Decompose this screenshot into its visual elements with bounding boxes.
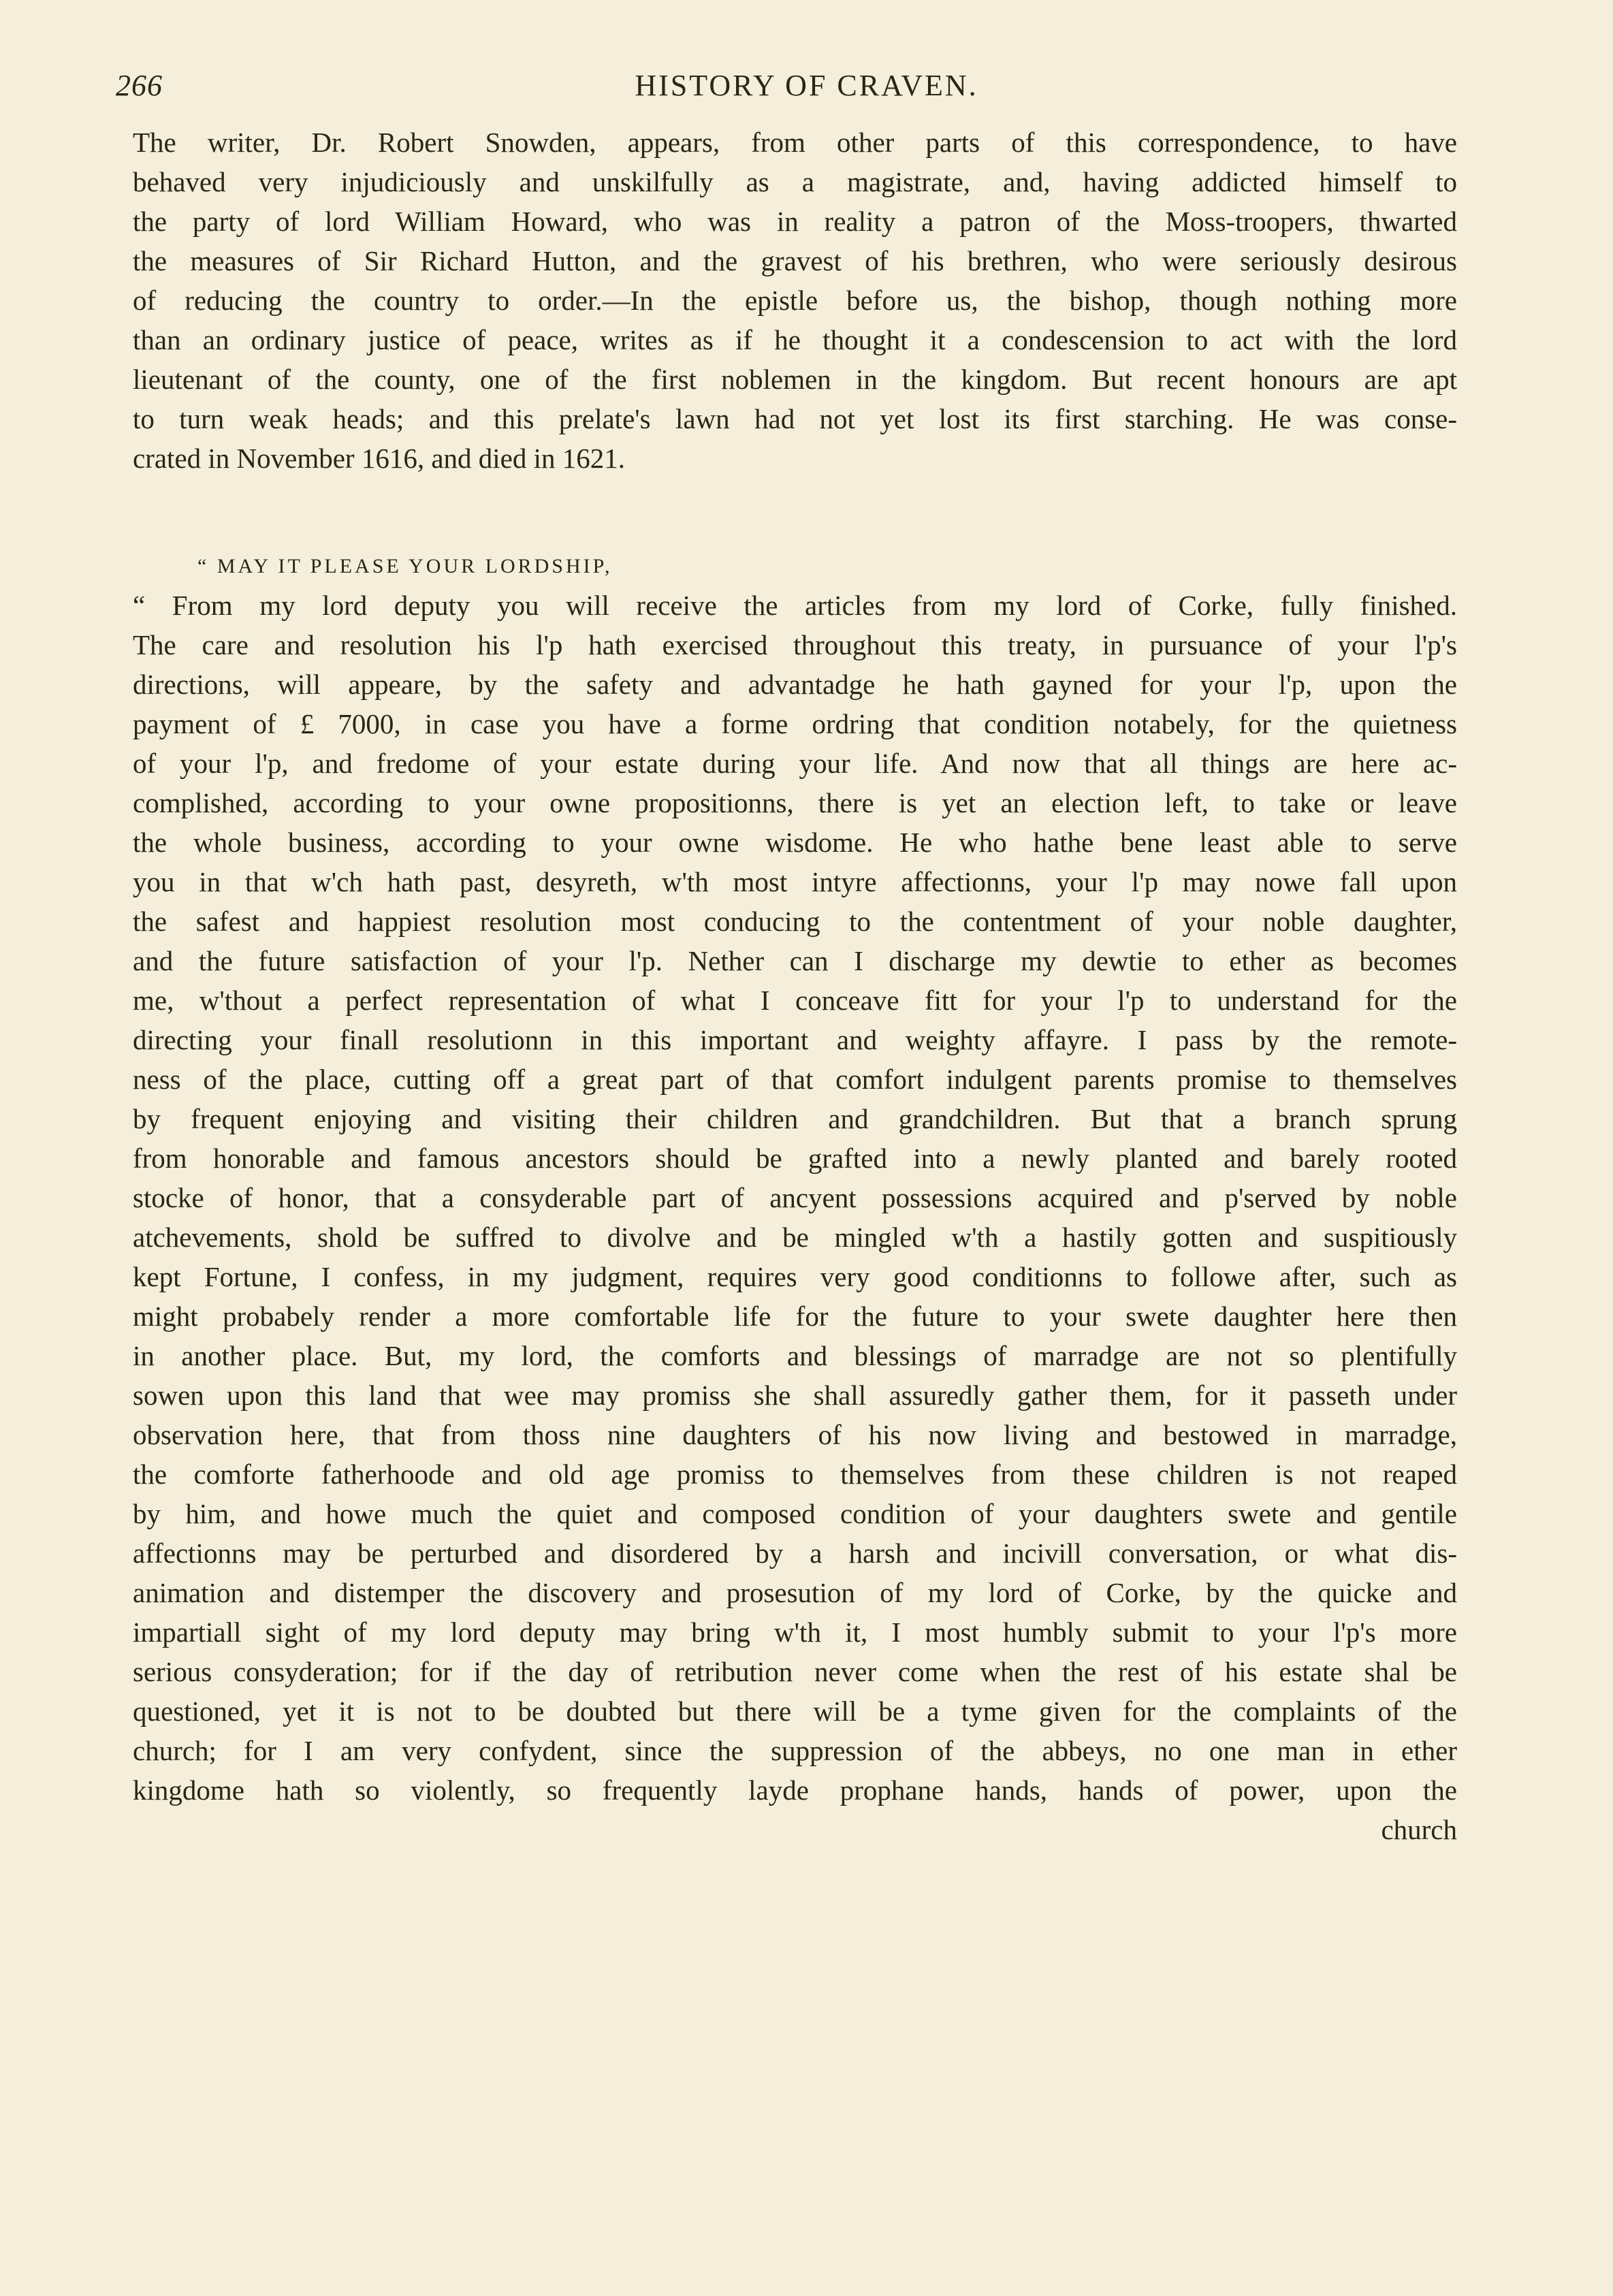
letter-line: observation here, that from thoss nine daughters of his now living and bestowed in marradge, bbox=[133, 1419, 1457, 1450]
letter-line: in another place. But, my lord, the comforts and blessings of marradge are not so plentifully bbox=[133, 1340, 1457, 1371]
letter-line: affectionns may be perturbed and disordered by a harsh and incivill conversation, or what dis- bbox=[133, 1537, 1457, 1569]
letter-line: of your l'p, and fredome of your estate during your life. And now that all things are here ac- bbox=[133, 748, 1457, 779]
letter-line: the comforte fatherhoode and old age promiss to themselves from these children is not reaped bbox=[133, 1458, 1457, 1490]
letter-line: directions, will appeare, by the safety and advantadge he hath gayned for your l'p, upon the bbox=[133, 669, 1457, 700]
letter-line: payment of £ 7000, in case you have a forme ordring that condition notabely, for the quietness bbox=[133, 708, 1457, 739]
letter-line: kept Fortune, I confess, in my judgment, requires very good conditionns to followe after, such as bbox=[133, 1261, 1457, 1292]
running-title: HISTORY OF CRAVEN. bbox=[635, 69, 978, 102]
letter-line: kingdome hath so violently, so frequently layde prophane hands, hands of power, upon the bbox=[133, 1774, 1457, 1806]
intro-line: lieutenant of the county, one of the first noblemen in the kingdom. But recent honours are apt bbox=[133, 364, 1457, 395]
letter-line: might probabely render a more comfortable life for the future to your swete daughter here then bbox=[133, 1301, 1457, 1332]
letter-line: the whole business, according to your owne wisdome. He who hathe bene least able to serve bbox=[133, 827, 1457, 858]
letter-line: by frequent enjoying and visiting their children and grandchildren. But that a branch sprung bbox=[133, 1103, 1457, 1134]
letter-salutation: “ MAY IT PLEASE YOUR LORDSHIP, bbox=[197, 555, 613, 577]
page-number: 266 bbox=[116, 69, 163, 102]
intro-line: of reducing the country to order.—In the epistle before us, the bishop, though nothing more bbox=[133, 285, 1457, 316]
letter-line: atchevements, shold be suffred to divolve and be mingled w'th a hastily gotten and suspitiously bbox=[133, 1222, 1457, 1253]
letter-line: and the future satisfaction of your l'p. Nether can I discharge my dewtie to ether as becomes bbox=[133, 945, 1457, 976]
letter-line: ness of the place, cutting off a great part of that comfort indulgent parents promise to themselves bbox=[133, 1064, 1457, 1095]
page-header bbox=[0, 68, 1613, 123]
letter-line: animation and distemper the discovery and prosesution of my lord of Corke, by the quicke and bbox=[133, 1577, 1457, 1608]
letter-line: church; for I am very confydent, since the suppression of the abbeys, no one man in ether bbox=[133, 1735, 1457, 1766]
intro-line: to turn weak heads; and this prelate's lawn had not yet lost its first starching. He was conse- bbox=[133, 403, 1457, 434]
letter-line: by him, and howe much the quiet and composed condition of your daughters swete and gentile bbox=[133, 1498, 1457, 1529]
letter-line: complished, according to your owne propositionns, there is yet an election left, to take or leave bbox=[133, 787, 1457, 818]
intro-line: The writer, Dr. Robert Snowden, appears, from other parts of this correspondence, to have bbox=[133, 127, 1457, 158]
intro-paragraph bbox=[133, 123, 1457, 478]
letter-line: sowen upon this land that wee may promiss she shall assuredly gather them, for it passeth under bbox=[133, 1380, 1457, 1411]
letter-line: the safest and happiest resolution most conducing to the contentment of your noble daughter, bbox=[133, 906, 1457, 937]
letter-line: directing your finall resolutionn in this important and weighty affayre. I pass by the remote- bbox=[133, 1024, 1457, 1055]
letter-line: from honorable and famous ancestors should be grafted into a newly planted and barely rooted bbox=[133, 1143, 1457, 1174]
intro-line: than an ordinary justice of peace, writes as if he thought it a condescension to act with the lord bbox=[133, 324, 1457, 355]
intro-line: behaved very injudiciously and unskilfully as a magistrate, and, having addicted himself to bbox=[133, 166, 1457, 197]
letter-line: impartiall sight of my lord deputy may bring w'th it, I most humbly submit to your l'p's more bbox=[133, 1616, 1457, 1648]
letter-line: stocke of honor, that a consyderable part of ancyent possessions acquired and p'served by noble bbox=[133, 1182, 1457, 1213]
letter-line: “ From my lord deputy you will receive the articles from my lord of Corke, fully finished. bbox=[133, 590, 1457, 621]
intro-line: the measures of Sir Richard Hutton, and the gravest of his brethren, who were seriously desirous bbox=[133, 245, 1457, 276]
intro-line: crated in November 1616, and died in 1621. bbox=[133, 443, 626, 474]
catchword: church bbox=[1381, 1814, 1457, 1845]
letter-line: questioned, yet it is not to be doubted but there will be a tyme given for the complaints of the bbox=[133, 1695, 1457, 1727]
letter-line: you in that w'ch hath past, desyreth, w'th most intyre affectionns, your l'p may nowe fall upon bbox=[133, 866, 1457, 897]
letter-line: The care and resolution his l'p hath exercised throughout this treaty, in pursuance of your l'p's bbox=[133, 629, 1457, 660]
intro-line: the party of lord William Howard, who was in reality a patron of the Moss-troopers, thwarted bbox=[133, 206, 1457, 237]
letter-body bbox=[133, 586, 1457, 1849]
letter-line: serious consyderation; for if the day of retribution never come when the rest of his estate shal be bbox=[133, 1656, 1457, 1687]
letter-line: me, w'thout a perfect representation of what I conceave fitt for your l'p to understand for the bbox=[133, 985, 1457, 1016]
